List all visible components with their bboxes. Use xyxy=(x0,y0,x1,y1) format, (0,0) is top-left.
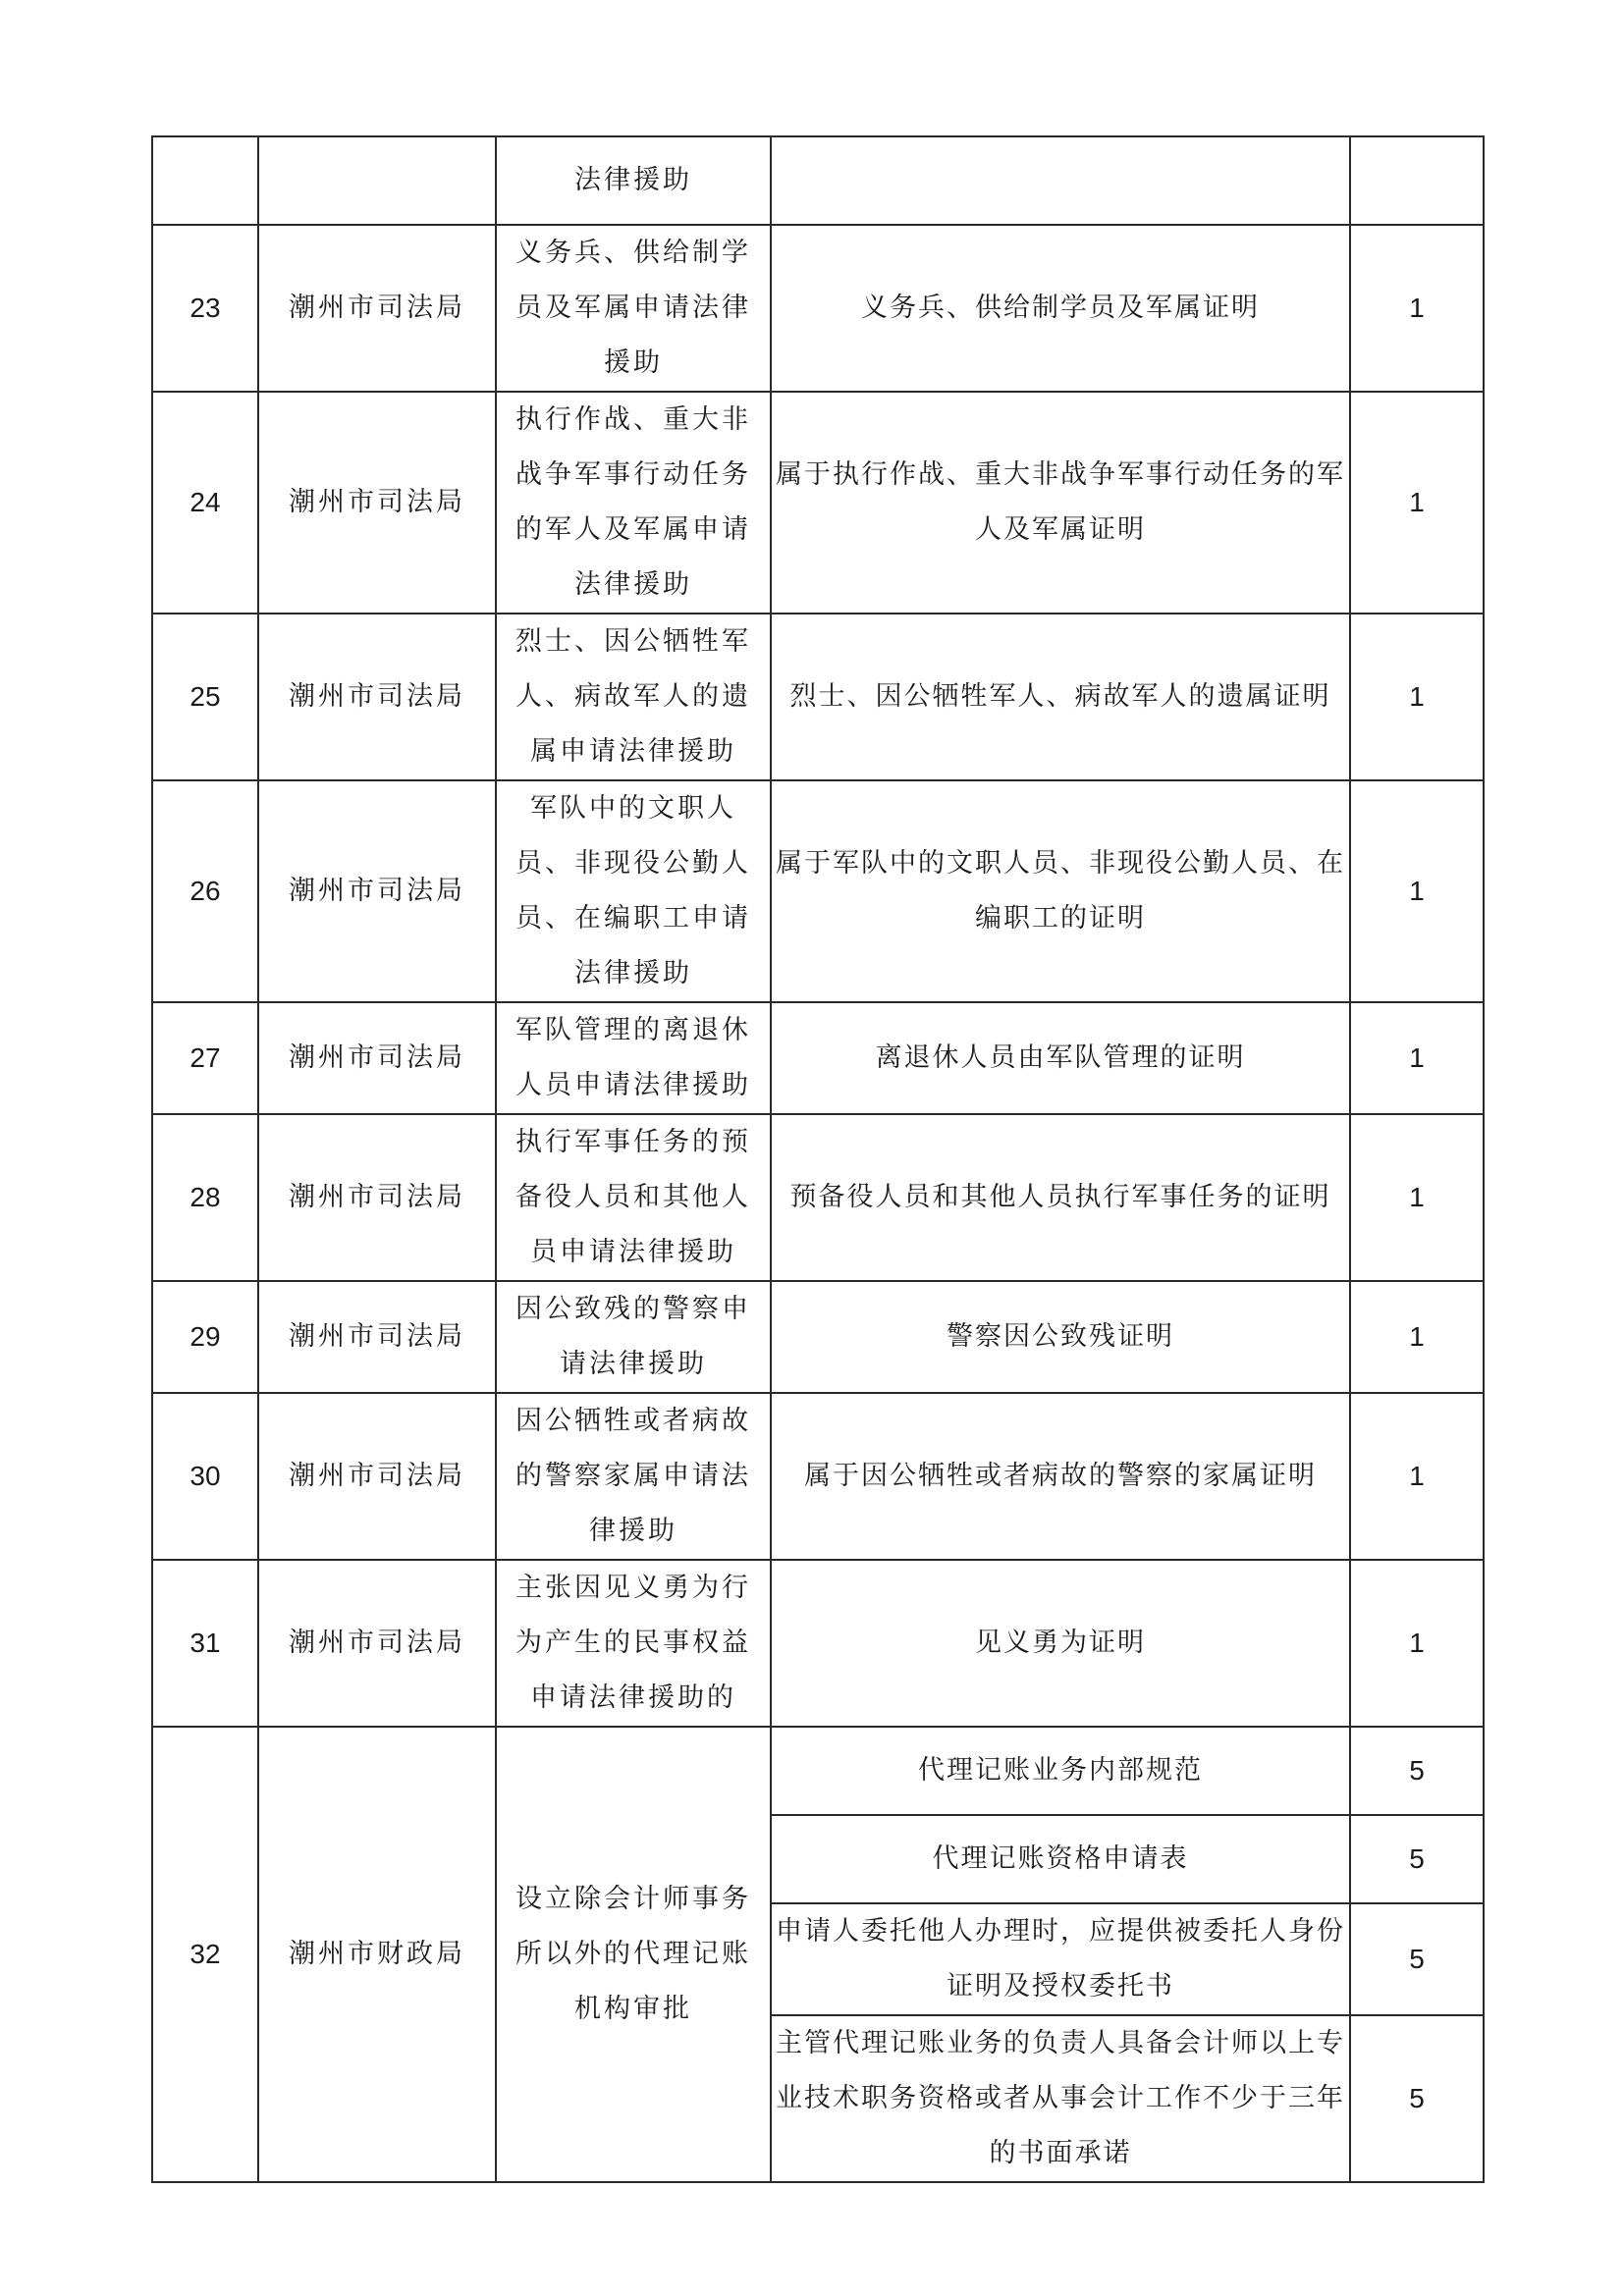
row-number xyxy=(152,136,258,225)
department: 潮州市司法局 xyxy=(258,392,496,614)
row-number: 23 xyxy=(152,225,258,392)
table-row xyxy=(152,136,1484,225)
copies-count: 1 xyxy=(1350,1281,1484,1393)
table-row xyxy=(152,1560,1484,1727)
required-material: 申请人委托他人办理时，应提供被委托人身份证明及授权委托书 xyxy=(771,1903,1350,2015)
row-number: 26 xyxy=(152,780,258,1002)
service-item: 执行军事任务的预备役人员和其他人员申请法律援助 xyxy=(496,1114,771,1281)
table-row xyxy=(152,780,1484,1002)
required-material: 属于因公牺牲或者病故的警察的家属证明 xyxy=(771,1393,1350,1560)
required-material xyxy=(771,136,1350,225)
copies-count xyxy=(1350,136,1484,225)
copies-count: 5 xyxy=(1350,2015,1484,2182)
required-material: 预备役人员和其他人员执行军事任务的证明 xyxy=(771,1114,1350,1281)
department xyxy=(258,136,496,225)
row-number: 32 xyxy=(152,1727,258,2182)
required-material: 离退休人员由军队管理的证明 xyxy=(771,1002,1350,1114)
department: 潮州市司法局 xyxy=(258,225,496,392)
service-item: 军队中的文职人员、非现役公勤人员、在编职工申请法律援助 xyxy=(496,780,771,1002)
service-item: 义务兵、供给制学员及军属申请法律援助 xyxy=(496,225,771,392)
service-item: 设立除会计师事务所以外的代理记账机构审批 xyxy=(496,1727,771,2182)
service-item: 军队管理的离退休人员申请法律援助 xyxy=(496,1002,771,1114)
required-material: 烈士、因公牺牲军人、病故军人的遗属证明 xyxy=(771,614,1350,780)
copies-count: 5 xyxy=(1350,1727,1484,1815)
copies-count: 1 xyxy=(1350,614,1484,780)
required-material: 代理记账业务内部规范 xyxy=(771,1727,1350,1815)
department: 潮州市司法局 xyxy=(258,1114,496,1281)
table-row xyxy=(152,1114,1484,1281)
required-material: 代理记账资格申请表 xyxy=(771,1815,1350,1903)
required-material: 见义勇为证明 xyxy=(771,1560,1350,1727)
copies-count: 1 xyxy=(1350,392,1484,614)
row-number: 29 xyxy=(152,1281,258,1393)
service-item: 烈士、因公牺牲军人、病故军人的遗属申请法律援助 xyxy=(496,614,771,780)
table-row xyxy=(152,225,1484,392)
copies-count: 1 xyxy=(1350,225,1484,392)
copies-count: 1 xyxy=(1350,1002,1484,1114)
department: 潮州市司法局 xyxy=(258,1002,496,1114)
required-material: 属于执行作战、重大非战争军事行动任务的军人及军属证明 xyxy=(771,392,1350,614)
table-row xyxy=(152,1727,1484,1815)
row-number: 28 xyxy=(152,1114,258,1281)
service-item: 因公致残的警察申请法律援助 xyxy=(496,1281,771,1393)
table-row xyxy=(152,392,1484,614)
table-row xyxy=(152,1281,1484,1393)
required-material: 警察因公致残证明 xyxy=(771,1281,1350,1393)
table-row xyxy=(152,1002,1484,1114)
required-material: 属于军队中的文职人员、非现役公勤人员、在编职工的证明 xyxy=(771,780,1350,1002)
service-item: 法律援助 xyxy=(496,136,771,225)
department: 潮州市财政局 xyxy=(258,1727,496,2182)
department: 潮州市司法局 xyxy=(258,780,496,1002)
row-number: 24 xyxy=(152,392,258,614)
required-material: 义务兵、供给制学员及军属证明 xyxy=(771,225,1350,392)
copies-count: 5 xyxy=(1350,1815,1484,1903)
service-item: 主张因见义勇为行为产生的民事权益申请法律援助的 xyxy=(496,1560,771,1727)
copies-count: 1 xyxy=(1350,780,1484,1002)
department: 潮州市司法局 xyxy=(258,614,496,780)
copies-count: 5 xyxy=(1350,1903,1484,2015)
service-item: 因公牺牲或者病故的警察家属申请法律援助 xyxy=(496,1393,771,1560)
row-number: 30 xyxy=(152,1393,258,1560)
department: 潮州市司法局 xyxy=(258,1281,496,1393)
copies-count: 1 xyxy=(1350,1560,1484,1727)
materials-table xyxy=(151,135,1485,2183)
copies-count: 1 xyxy=(1350,1114,1484,1281)
table-row xyxy=(152,1393,1484,1560)
service-item: 执行作战、重大非战争军事行动任务的军人及军属申请法律援助 xyxy=(496,392,771,614)
required-material: 主管代理记账业务的负责人具备会计师以上专业技术职务资格或者从事会计工作不少于三年的书面承诺 xyxy=(771,2015,1350,2182)
table-row xyxy=(152,614,1484,780)
row-number: 25 xyxy=(152,614,258,780)
row-number: 27 xyxy=(152,1002,258,1114)
department: 潮州市司法局 xyxy=(258,1560,496,1727)
row-number: 31 xyxy=(152,1560,258,1727)
department: 潮州市司法局 xyxy=(258,1393,496,1560)
copies-count: 1 xyxy=(1350,1393,1484,1560)
